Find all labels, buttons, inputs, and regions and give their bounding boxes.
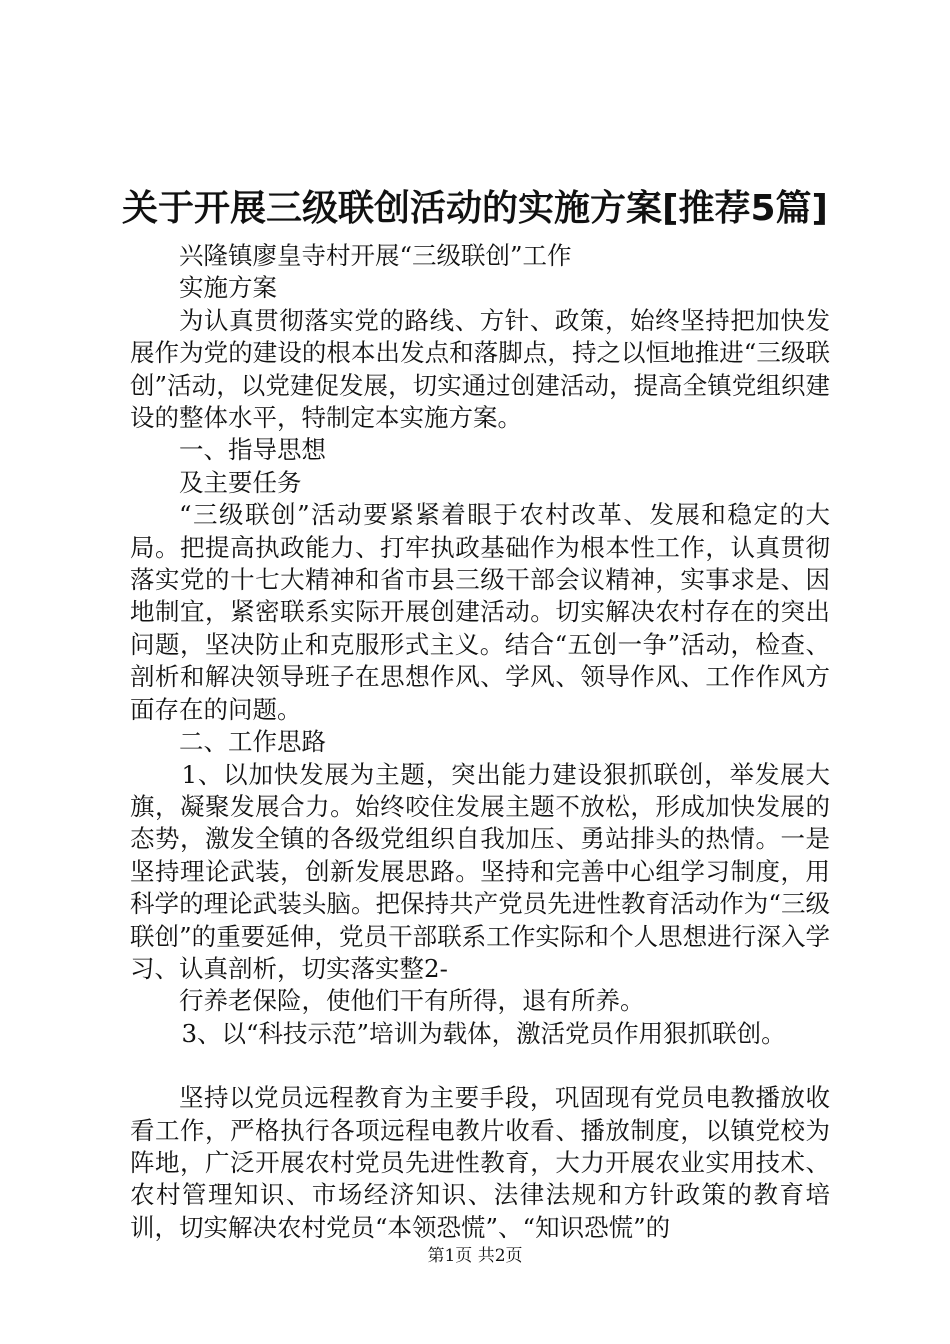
- section-heading-2: 二、工作思路: [179, 727, 326, 757]
- paragraph-pension: 行养老保险，使他们干有所得，退有所养。: [179, 986, 645, 1016]
- section-heading-1-cont: 及主要任务: [179, 467, 302, 497]
- paragraph-intro: 为认真贯彻落实党的路线、方针、政策，始终坚持把加快发展作为党的建设的根本出发点和落脚点，持之以恒地推进“三级联创”活动，以党建促发展，切实通过创建活动，提高全镇党组织建设的整体水平，特制定本实施方案。: [130, 305, 830, 433]
- paragraph-point-1: 1、以加快发展为主题，突出能力建设狠抓联创，举发展大旗，凝聚发展合力。始终咬住发展主题不放松，形成加快发展的态势，激发全镇的各级党组织自我加压、勇站排头的热情。一是坚持理论武装，创新发展思路。坚持和完善中心组学习制度，用科学的理论武装头脑。把保持共产党员先进性教育活动作为“三级联创”的重要延伸，党员干部联系工作实际和个人思想进行深入学习、认真剖析，切实落实整2-: [130, 759, 830, 983]
- subtitle-line-1: 兴隆镇廖皇寺村开展“三级联创”工作: [179, 241, 572, 270]
- document-title: 关于开展三级联创活动的实施方案[推荐5篇]: [122, 188, 828, 229]
- subtitle-line-2: 实施方案: [179, 273, 277, 303]
- page-footer: 第1页 共2页: [427, 1246, 523, 1266]
- paragraph-education: 坚持以党员远程教育为主要手段，巩固现有党员电教播放收看工作，严格执行各项远程电教片收看、播放制度，以镇党校为阵地，广泛开展农村党员先进性教育，大力开展农业实用技术、农村管理知识、市场经济知识、法律法规和方针政策的教育培训，切实解决农村党员“本领恐慌”、“知识恐慌”的: [130, 1083, 830, 1242]
- document-body: [130, 240, 830, 1244]
- paragraph-guiding: “三级联创”活动要紧紧着眼于农村改革、发展和稳定的大局。把提高执政能力、打牢执政基础作为根本性工作，认真贯彻落实党的十七大精神和省市县三级干部会议精神，实事求是、因地制宜，紧密联系实际开展创建活动。切实解决农村存在的突出问题，坚决防止和克服形式主义。结合“五创一争”活动，检查、剖析和解决领导班子在思想作风、学风、领导作风、工作作风方面存在的问题。: [130, 500, 830, 724]
- paragraph-point-3: 3、以“科技示范”培训为载体，激活党员作用狠抓联创。: [181, 1018, 786, 1048]
- section-heading-1: 一、指导思想: [179, 435, 326, 465]
